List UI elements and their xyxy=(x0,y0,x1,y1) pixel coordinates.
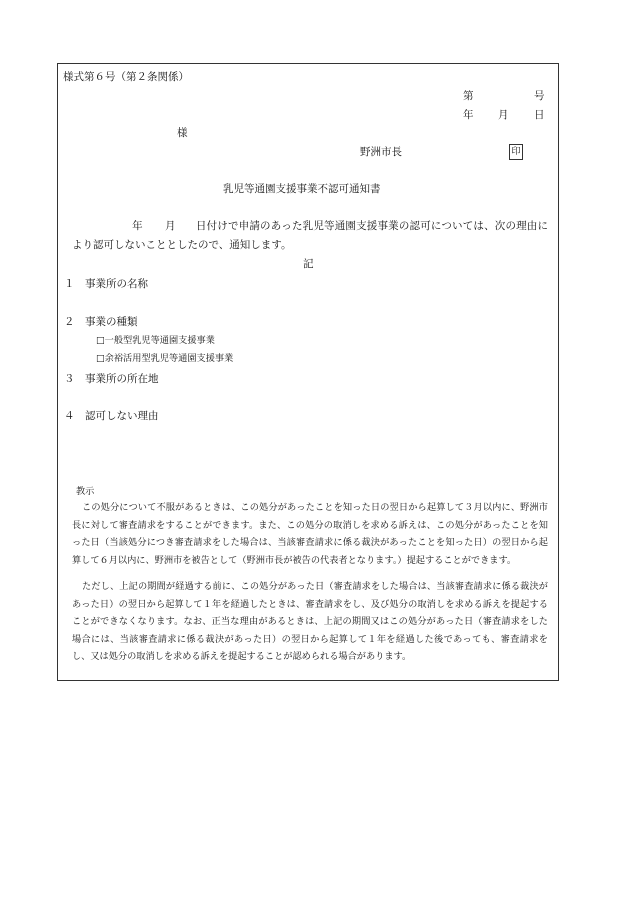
body-year: 年 xyxy=(132,220,143,232)
item1-label: 事業所の名称 xyxy=(85,278,148,290)
body-paragraph xyxy=(72,217,548,255)
date-month: 月 xyxy=(498,109,509,121)
body-text: 日付けで申請のあった乳児等通園支援事業の認可については、次の理由により認可しないこととしたので、通知します。 xyxy=(72,220,549,251)
issuer-name: 野洲市長 xyxy=(360,146,402,158)
addressee-suffix: 様 xyxy=(177,127,188,139)
item2-number: ２ xyxy=(64,316,75,328)
item3-number: ３ xyxy=(64,373,75,385)
item4-label: 認可しない理由 xyxy=(85,410,159,422)
notice-paragraph-2: ただし、上記の期間が経過する前に、この処分があった日（審査請求をした場合は、当該審査請求に係る裁決があった日）の翌日から起算して１年を経過したときは、審査請求をし、及び処分の取消しを求める訴えを提起することができなくなります。なお、正当な理由があるときは、上記の期間又はこの処分があった日（審査請求をした場合には、当該審査請求に係る裁決があった日）の翌日から起算して１年を経過した後であっても、審査請求をし、又は処分の取消しを求める訴えを提起することが認められる場合があります。 xyxy=(72,581,548,663)
item1-number: １ xyxy=(64,278,75,290)
notice-paragraph-1: この処分について不服があるときは、この処分があったことを知った日の翌日から起算して３月以内に、野洲市長に対して審査請求をすることができます。また、この処分の取消しを求める訴えは、この処分があったことを知った日（当該処分につき審査請求をした場合は、当該審査請求に係る裁決があったことを知った日）の翌日から起算して６月以内に、野洲市を被告として（野洲市長が被告の代表者となります。）提起することができます。 xyxy=(72,502,548,566)
item3-label: 事業所の所在地 xyxy=(85,373,159,385)
date-year: 年 xyxy=(463,109,474,121)
date-day: 日 xyxy=(534,109,545,121)
option-general-type: □一般型乳児等通園支援事業 xyxy=(96,335,215,346)
body-month: 月 xyxy=(164,220,176,232)
document-title: 乳児等通園支援事業不認可通知書 xyxy=(223,183,381,195)
seal-mark: 印 xyxy=(509,144,523,160)
number-suffix: 号 xyxy=(534,90,545,102)
notice-heading: 教示 xyxy=(76,486,95,497)
item2-label: 事業の種類 xyxy=(85,316,138,328)
ki-heading: 記 xyxy=(303,258,314,270)
option-surplus-type: □余裕活用型乳児等通園支援事業 xyxy=(96,353,234,364)
form-number: 様式第６号（第２条関係） xyxy=(63,71,189,83)
item4-number: ４ xyxy=(64,410,75,422)
number-prefix: 第 xyxy=(463,90,474,102)
